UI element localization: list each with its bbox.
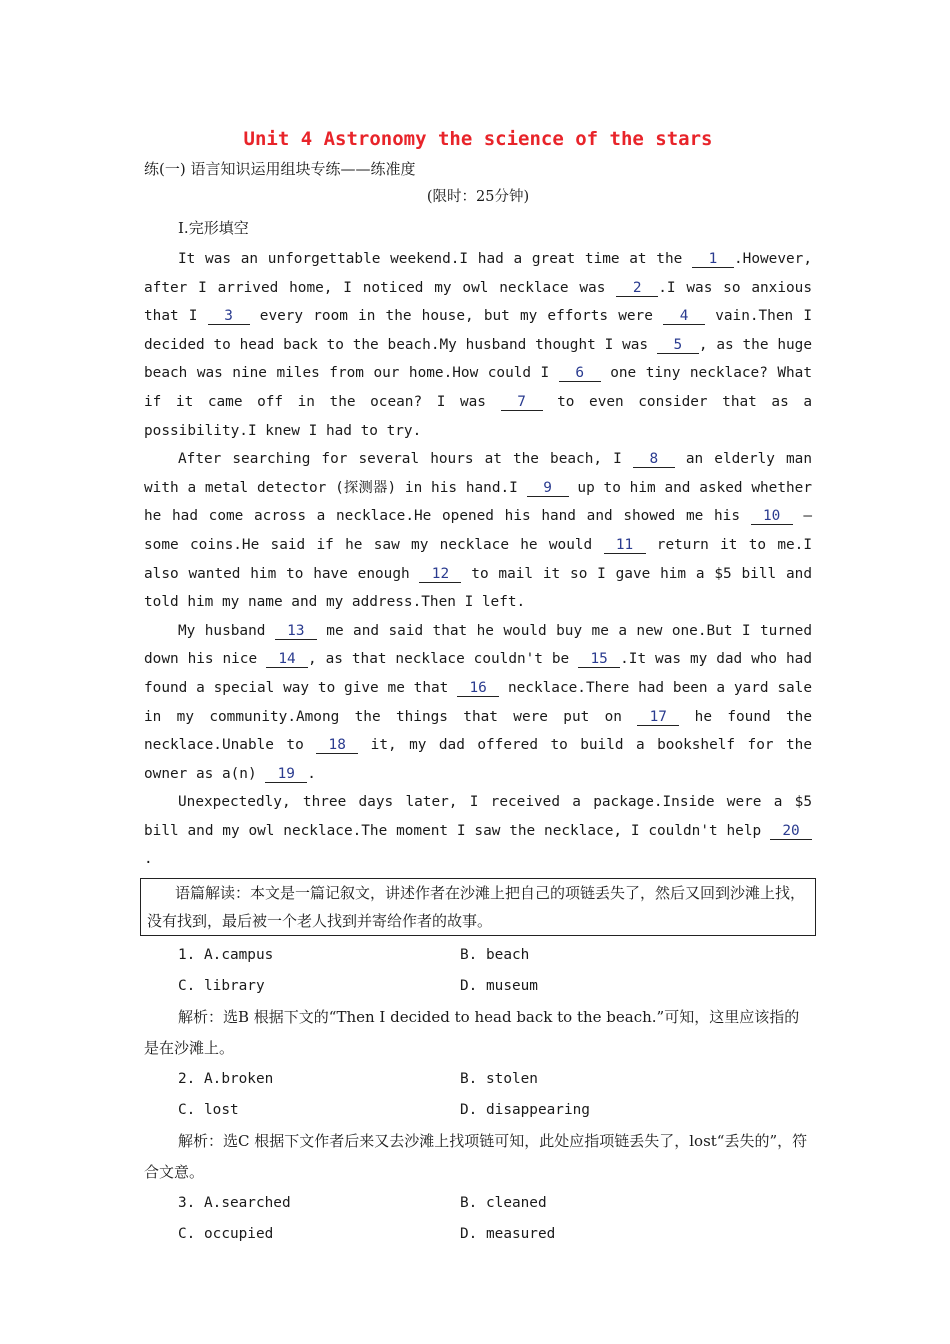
blank-14: 14 — [266, 651, 308, 668]
blank-15: 15 — [578, 651, 620, 668]
document-page — [144, 120, 812, 1250]
passage-text: After searching for several hours at the beach, I — [178, 451, 633, 468]
summary-label: 语篇解读： — [175, 884, 251, 903]
passage-text: he found the necklace.Unable to — [144, 708, 812, 754]
page-title: Unit 4 Astronomy the science of the stars — [243, 128, 713, 150]
option-3d: D. measured — [460, 1226, 556, 1243]
blank-8: 8 — [633, 451, 675, 468]
question-2 — [144, 1064, 812, 1188]
option-2d: D. disappearing — [460, 1102, 590, 1119]
blank-10: 10 — [751, 508, 793, 525]
passage-text: one tiny necklace? What if it came off in the ocean? I was — [144, 365, 813, 410]
passage-text: , as the huge beach was nine miles from our home.How could I — [144, 336, 812, 382]
blank-5: 5 — [657, 337, 699, 354]
passage-text: an elderly man with a metal detector (探测器) in his hand.I — [144, 451, 812, 496]
passage-text: to even consider that as a possibility.I knew I had to try. — [144, 393, 812, 439]
option-3c: C. occupied — [178, 1226, 274, 1243]
passage-text: It was an unforgettable weekend.I had a great time at the — [178, 251, 693, 267]
blank-3: 3 — [208, 308, 250, 325]
blank-11: 11 — [604, 537, 646, 554]
passage-paragraph-2 — [144, 445, 812, 617]
option-1a: 1. A.campus — [178, 947, 274, 964]
passage-paragraph-1 — [144, 245, 812, 445]
blank-13: 13 — [275, 623, 317, 640]
option-2c: C. lost — [178, 1102, 239, 1119]
question-3 — [144, 1188, 812, 1250]
option-2a: 2. A.broken — [178, 1071, 274, 1088]
passage-text: Unexpectedly, three days later, I received a package.Inside were a $5 bill and my owl necklace.The moment I saw the necklace, I couldn't help — [144, 794, 812, 839]
blank-17: 17 — [637, 709, 679, 726]
option-3a: 3. A.searched — [178, 1195, 291, 1212]
explanation-1: 解析：选B 根据下文的“Then I decided to head back to the beach.”可知，这里应该指的是在沙滩上。 — [144, 1008, 800, 1058]
time-limit: (限时：25分钟) — [426, 189, 530, 205]
passage-text: necklace.There had been a yard sale in my community.Among the things that were put on — [144, 679, 812, 725]
blank-2: 2 — [616, 280, 658, 297]
passage-text: .It was my dad who had found a special way to give me that — [144, 651, 812, 696]
blank-6: 6 — [559, 365, 601, 382]
option-1c: C. library — [178, 978, 265, 995]
option-2b: B. stolen — [460, 1071, 538, 1088]
passage-text: vain.Then I decided to head back to the beach.My husband thought I was — [144, 308, 812, 353]
passage-text: . — [144, 851, 153, 868]
passage-text: me and said that he would buy me a new one.But I turned down his nice — [144, 622, 812, 668]
passage-text: .However, after I arrived home, I noticed my owl necklace was — [144, 251, 812, 296]
explanation-2: 解析：选C 根据下文作者后来又去沙滩上找项链可知，此处应指项链丢失了，lost“丢失的”，符合文意。 — [144, 1132, 808, 1182]
passage-text: every room in the house, but my efforts were — [249, 308, 664, 325]
passage-text: it, my dad offered to build a bookshelf for the owner as a(n) — [144, 737, 812, 782]
blank-16: 16 — [457, 680, 499, 697]
passage-text: — some coins.He said if he saw my necklace he would — [144, 508, 812, 553]
blank-12: 12 — [419, 566, 461, 583]
passage-text: , as that necklace couldn't be — [308, 651, 579, 668]
passage-text: return it to me.I also wanted him to have enough — [144, 536, 812, 582]
passage-text: My husband — [178, 622, 275, 639]
summary-box — [140, 878, 816, 936]
option-1b: B. beach — [460, 947, 530, 964]
blank-20: 20 — [770, 823, 812, 840]
summary-text: 本文是一篇记叙文，讲述作者在沙滩上把自己的项链丢失了，然后又回到沙滩上找，没有找到，最后被一个老人找到并寄给作者的故事。 — [147, 884, 806, 931]
passage-text: to mail it so I gave him a $5 bill and told him my name and my address.Then I left. — [144, 565, 812, 611]
blank-19: 19 — [265, 766, 307, 783]
passage-paragraph-4 — [144, 788, 812, 874]
blank-1: 1 — [692, 251, 734, 268]
blank-7: 7 — [501, 394, 543, 411]
passage-text: up to him and asked whether he had come across a necklace.He opened his hand and showed me his — [144, 479, 812, 525]
blank-9: 9 — [527, 480, 569, 497]
option-1d: D. museum — [460, 978, 538, 995]
question-1 — [144, 940, 812, 1064]
passage-paragraph-3 — [144, 617, 812, 789]
option-3b: B. cleaned — [460, 1195, 547, 1212]
passage-text: . — [307, 765, 316, 782]
blank-18: 18 — [316, 737, 358, 754]
exercise-subtitle: 练(一) 语言知识运用组块专练——练准度 — [144, 160, 416, 178]
passage-text: .I was so anxious that I — [144, 279, 812, 325]
section-heading: Ⅰ.完形填空 — [178, 219, 249, 237]
blank-4: 4 — [663, 308, 705, 325]
